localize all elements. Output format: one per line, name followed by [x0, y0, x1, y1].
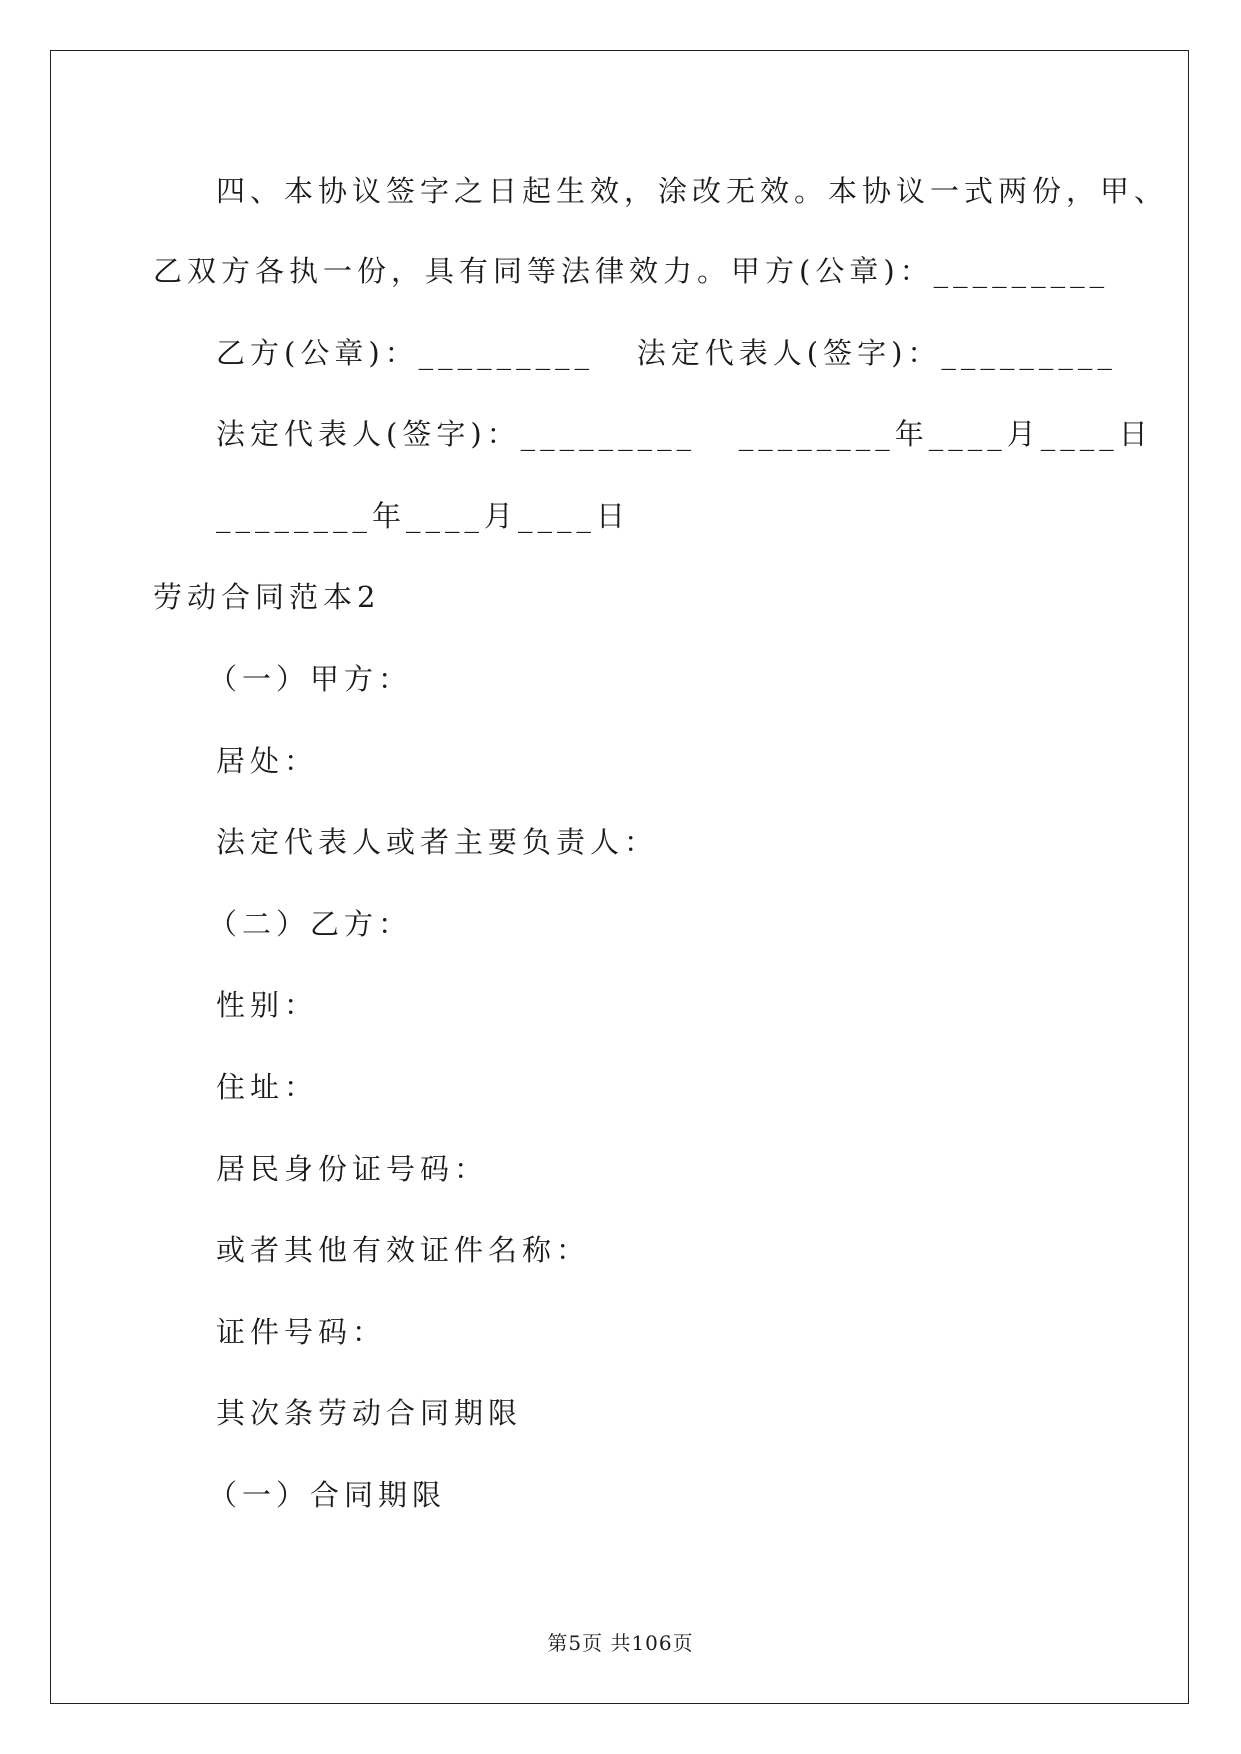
clause-four-line-1: 四、本协议签字之日起生效，涂改无效。本协议一式两份，甲、: [216, 174, 1169, 208]
legal-representative-field: 法定代表人或者主要负责人：: [216, 825, 659, 859]
article-two-heading: 其次条劳动合同期限: [216, 1396, 523, 1430]
address-field: 住址：: [216, 1070, 319, 1104]
party-a-heading: （一）甲方：: [208, 662, 413, 696]
contract-term-heading: （一）合同期限: [208, 1478, 447, 1512]
party-b-heading: （二）乙方：: [208, 907, 413, 941]
id-number-field: 居民身份证号码：: [216, 1152, 489, 1186]
signature-line-party-b: 乙方(公章)：_________ 法定代表人(签字)：_________: [216, 336, 1117, 370]
signature-line-representative: 法定代表人(签字)：_________ ________年____月____日: [216, 417, 1153, 451]
page-border: [50, 50, 1189, 1704]
clause-four-line-2: 乙双方各执一份，具有同等法律效力。甲方(公章)：_________: [153, 254, 1110, 288]
certificate-number-field: 证件号码：: [216, 1315, 387, 1349]
page-number-footer: 第5页 共106页: [547, 1631, 694, 1655]
gender-field: 性别：: [216, 988, 319, 1022]
date-line: ________年____月____日: [216, 499, 631, 533]
residence-field: 居处：: [216, 744, 319, 778]
section-heading: 劳动合同范本2: [153, 580, 381, 614]
other-certificate-field: 或者其他有效证件名称：: [216, 1233, 591, 1267]
